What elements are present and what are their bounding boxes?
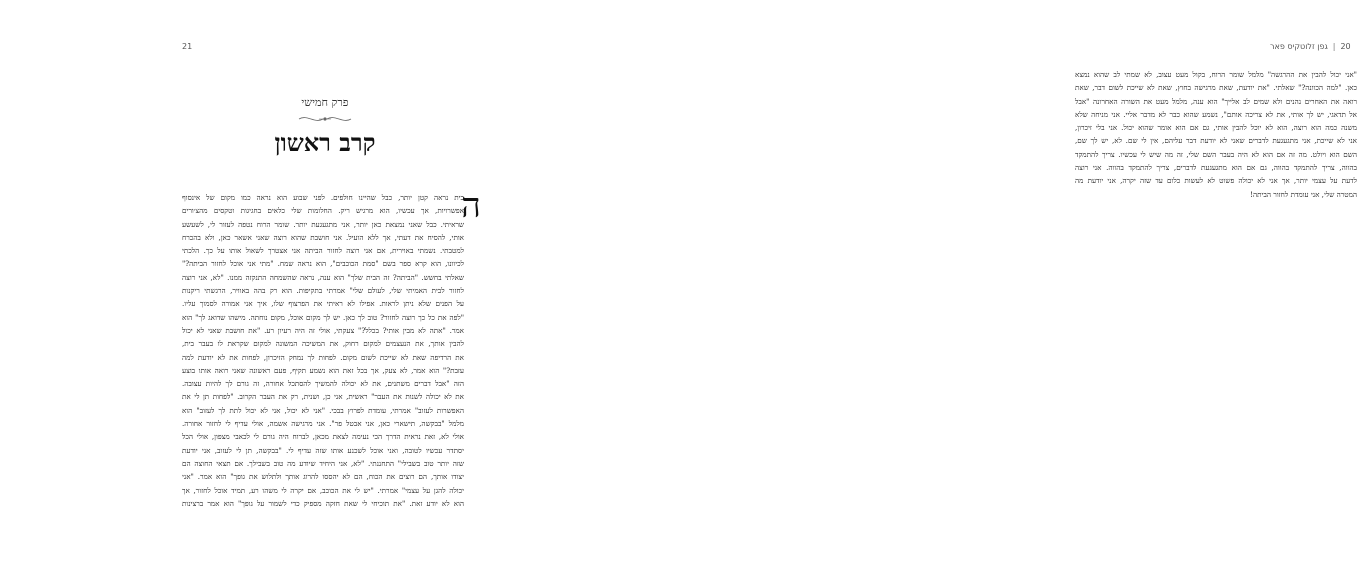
chapter-title: קרב ראשון (274, 128, 376, 157)
text-line: "לפה את כל כך רוצה לחזור? טוב לך כאן. יש לך מקום אוכל, מקום נוחתה. מישהו שדואג לך" הוא (182, 312, 464, 322)
text-line: מלמל "בבקשה, תישארי כאן, אני אבטל פר". אני מרגישה אשמה, אולי עדיף לי לחזור אחורה. (182, 419, 464, 429)
text-line: את לא יכולה לשנות את העבר" ראשית, אני כן, ושנית, רק את העבר הקרוב. "לפחות תן לי את (182, 392, 464, 402)
text-line: שזה יותר טוב בשבילי" התחננתי. "לא, אני היחיד שיודע מה טוב בשבילך. אם תצאי החוצה הם (182, 458, 464, 468)
text-line: רואה את האחרים נהנים ולא שמים לב אלייך" הוא ענה, מלמל מעט את השורה האחרונה "אבל (1075, 96, 1357, 106)
text-line: יסתדר עכשיו לטובה, ואני אוכל לשכנע אותו שזה עדיף לי. "בבקשה, תן לי לעזוב, אני יודעת (182, 445, 464, 455)
text-line: עזבת?" הוא אמר, לא צעק, אך בכל זאת הוא נשמע תקיף, פעם ראשונה שאני רואה אותו בוצע (182, 365, 464, 375)
text-line: למטבתי. נשמתי באוירית, אם אני רוצה לחזור הביתה אני אצטרך לשאול אותו על כך. הלכתי (182, 246, 464, 256)
running-header-right (1270, 42, 1351, 51)
text-line: לכיוונו, הוא קרא ספר בשם "סמת הכוכבים", הוא נראה שמח. "מתי אני אוכל לחזור הביתה?" (182, 259, 464, 269)
text-line: לדעת על עצמי יותר, אך אני לא יכולה פשוט לא לעשות כלום עד שזה יקרה, אני יודעת מה (1075, 176, 1357, 186)
book-title: גפן זלוטקיס פאר (1270, 42, 1328, 51)
flourish-ornament-icon (297, 114, 353, 124)
page-number-right: 20 (1340, 42, 1351, 51)
page-number-left: 21 (182, 42, 193, 51)
text-line: אני לא שייכת, אני מתגעגעת לדברים שאני לא יודעת דבר עליהם, אין לי שם. לא, יש לך שם, (1075, 136, 1357, 146)
text-line: אמר. "אתה לא מבין אותי? בכלל?" צעקתי, אולי זה היה רעיון רע. "את חושבת שאני לא יכול (182, 325, 464, 335)
text-line: יצודו אותך, הם רוצים את הכוח, הם לא יהססו להרוג אותך ולתלוש את גופך" הוא אמר. "אני (182, 472, 464, 482)
text-line: המטרה שלי, אני עומדת לחזור הביתה! (1250, 189, 1357, 199)
body-text-right (1075, 68, 1357, 201)
text-line: להבין אותך, את הנעצמים למקום רחוק, את המשיכה המשונה למקום שקראת לו בעבר בית, (182, 339, 464, 349)
text-line: אותי, להסיח את דעתי, אך ללא הועיל. אני חושבת שהוא רוצה שאני אשאר כאן, ולא בהכרח (182, 232, 464, 242)
chapter-label: פרק חמישי (301, 96, 349, 109)
text-line: כאן. "למה הכוונה?" שאלתי. "את יודעת, שאת מרגישה בחוץ, שאת לא שייכת לשום דבר, שאת (1075, 83, 1357, 93)
text-line: האפשרות לעזוב" אמרתי, עומדת לפרוץ בבכי. "אני לא יכול, אני לא יכול לתת לך לעזוב" הוא (182, 405, 464, 415)
text-line: בית נראה קטן יותר, כבל שהיינו חולפים. לפני שבוע הוא נראה כמו מקום של אינסוף (182, 193, 464, 202)
text-line: הזה "אבל דברים משתנים, את לא יכולה להמשיך להסתכל אחורה, זה גורם לך להיות עצובה. (182, 379, 464, 389)
text-line: אפשרויות, אך עכשיו, הוא מרגיש ריק. החלומות שלי כלאים בחגיגות וטקסים מהצ׳ורים (182, 206, 464, 216)
right-page (512, 0, 1357, 576)
text-line: לחזור לבית האמיתי שלי, לעולם שלי" אמרתי בתקיפות. הוא רק בהה באוויר, הרגשתי ריקנות (182, 286, 464, 296)
text-line: יכולה להגן על עצמי" אמרתי. "יש לי את הכוכב, אם יקרה לי משהו רע, תמיד אוכל לחזור, אך (182, 485, 464, 495)
text-line: בהווה, צריך להתמקד בהווה, גם אם הוא מתגעגעת לדברים, צריך להתמקד בהווה. אני רוצה (1075, 163, 1357, 173)
text-line: את הרדיפה שאת לא שייכת לשום מקום. לפחות לך נמחק הזיכרון, לפחות את לא יודעת למה (182, 352, 464, 362)
text-line: "אני יכול להבין את ההרגשה" מלמל שומר הרוח, בקול מעט עצוב, לא שמתי לב שהוא נמצא (1075, 70, 1357, 79)
text-line: אל תדאגי, יש לך אותי, את לא צריכה אותם", נשמע שהוא כבר לא מדבר אליי. אני מניחה שלא (1075, 109, 1357, 119)
header-divider: | (1332, 42, 1336, 51)
drop-cap: ה (461, 186, 481, 226)
text-line: הוא לא יודע זאת. "את תוכיחי לי שאת חזקה מספיק כדי לשמור על גופך" הוא אמר ברצינות (182, 498, 464, 508)
text-line: שאלתי בחשש. "הביתה? זה הבית שלך" הוא ענה, נראה שהשמחה התנקזה ממנו. "לא, אני רוצה (182, 272, 464, 282)
left-page (0, 0, 512, 576)
text-line: שראיתי. כבל שאני נמצאת כאן יותר, אני מתגעגעת יותר. שומר הרוח נטפה לעזור לי, לשעשע (182, 219, 464, 229)
text-line: השם הוא ויולט. מה זה אם הוא לא היה בעבר השם שלי, זה מה שיש לי עכשיו. צריך להתמקד (1075, 149, 1357, 159)
body-text-left (182, 191, 464, 510)
text-line: משנה כמה הוא רוצה, הוא לא יוכל להבין אותי, גם אם הוא אומר שהוא יכול. אני בלי זיכרון, (1075, 123, 1357, 133)
text-line: אולי לא, זאת נראית הדרך הכי נעימה לצאת מכאן, לברוח היה גורם לי לכאבי מצפון, אולי הכל (182, 432, 464, 442)
text-line: על הפנים שלא ניתן לראות. אפילו לא ראיתי את הפרצוף שלו, איך אני אמורה לסמוך עליו. (182, 299, 464, 309)
